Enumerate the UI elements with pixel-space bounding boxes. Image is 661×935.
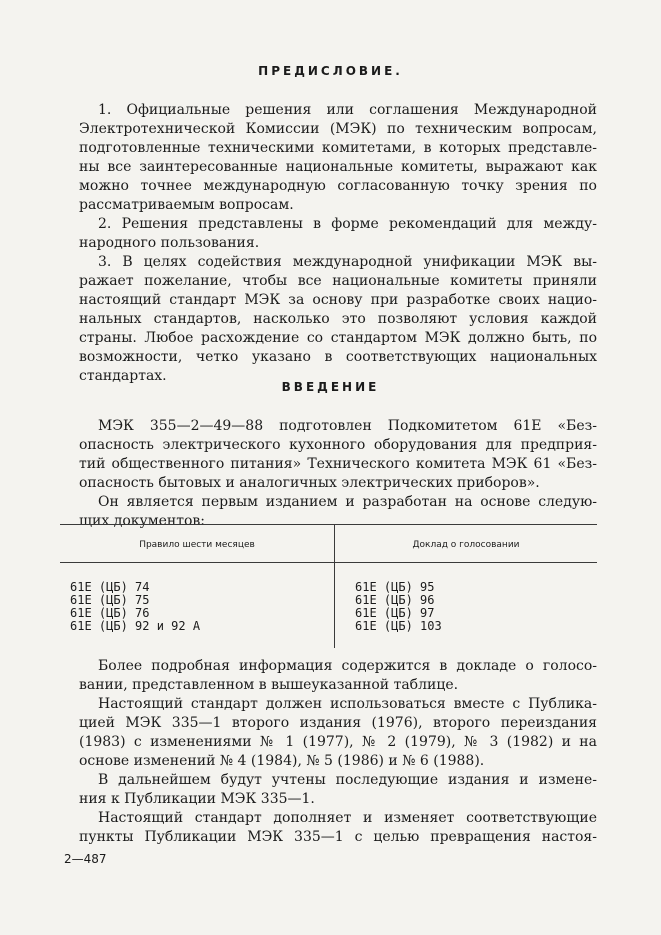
text-line: основе изменений № 4 (1984), № 5 (1986) и № 6 (1988). (79, 753, 485, 769)
text-line: Более подробная информация содержится в докладе о голосо- (98, 658, 597, 674)
text-line: вании, представленном в вышеуказанной таблице. (79, 677, 459, 693)
table-top-rule (60, 524, 597, 525)
text-line: Электротехнической Комиссии (МЭК) по техническим вопросам, (79, 121, 597, 137)
text-line: Он является первым изданием и разработан на основе следую- (98, 494, 597, 510)
text-line: 2. Решения представлены в форме рекомендаций для между- (98, 216, 597, 232)
table-cell: 61Е (ЦБ) 96 (355, 593, 435, 607)
text-line: 1. Официальные решения или соглашения Международной (98, 102, 597, 118)
text-line: возможности, четко указано в соответствующих национальных (79, 349, 597, 365)
text-line: тий общественного питания» Технического комитета МЭК 61 «Без- (79, 456, 597, 472)
text-line: можно точнее международную согласованную точку зрения по (79, 178, 597, 194)
text-line: рассматриваемым вопросам. (79, 197, 294, 213)
text-line: цией МЭК 335—1 второго издания (1976), второго переиздания (79, 715, 597, 731)
text-line: пункты Публикации МЭК 335—1 с целью превращения настоя- (79, 829, 597, 845)
text-line: народного пользования. (79, 235, 260, 251)
table-cell: 61Е (ЦБ) 103 (355, 619, 442, 633)
text-line: стандартах. (79, 368, 167, 384)
text-line: настоящий стандарт МЭК за основу при разработке своих нацио- (79, 292, 597, 308)
text-line: ны все заинтересованные национальные комитеты, выражают как (79, 159, 597, 175)
table-cell: 61Е (ЦБ) 97 (355, 606, 435, 620)
text-line: Настоящий стандарт дополняет и изменяет соответствующие (98, 810, 597, 826)
introduction-title: ВВЕДЕНИЕ (281, 380, 380, 394)
text-line: подготовленные техническими комитетами, в которых представле- (79, 140, 597, 156)
text-line: В дальнейшем будут учтены последующие издания и измене- (98, 772, 597, 788)
table-cell: 61Е (ЦБ) 95 (355, 580, 435, 594)
text-line: МЭК 355—2—49—88 подготовлен Подкомитетом 61Е «Без- (98, 418, 597, 434)
preface-title: ПРЕДИСЛОВИЕ. (258, 64, 403, 78)
text-line: 3. В целях содействия международной унификации МЭК вы- (98, 254, 597, 270)
text-line: щих документов: (79, 513, 206, 529)
text-line: (1983) с изменениями № 1 (1977), № 2 (1979), № 3 (1982) и на (79, 734, 597, 750)
text-line: страны. Любое расхождение со стандартом МЭК должно быть, по (79, 330, 597, 346)
page-number: 2—487 (64, 852, 107, 866)
text-line: ражает пожелание, чтобы все национальные комитеты приняли (79, 273, 597, 289)
table-cell: 61Е (ЦБ) 92 и 92 А (70, 619, 201, 633)
text-line: опасность электрического кухонного оборудования для предприя- (79, 437, 597, 453)
text-line: нальных стандартов, насколько это позволяют условия каждой (79, 311, 597, 327)
table-cell: 61Е (ЦБ) 75 (70, 593, 150, 607)
table-header-voting-report: Доклад о голосовании (412, 540, 520, 550)
table-header-six-months-rule: Правило шести месяцев (139, 540, 255, 550)
table-header-rule (60, 562, 597, 563)
table-cell: 61Е (ЦБ) 74 (70, 580, 150, 594)
table-cell: 61Е (ЦБ) 76 (70, 606, 150, 620)
text-line: опасность бытовых и аналогичных электрических приборов». (79, 475, 540, 491)
text-line: Настоящий стандарт должен использоваться вместе с Публика- (98, 696, 597, 712)
text-line: ния к Публикации МЭК 335—1. (79, 791, 315, 807)
